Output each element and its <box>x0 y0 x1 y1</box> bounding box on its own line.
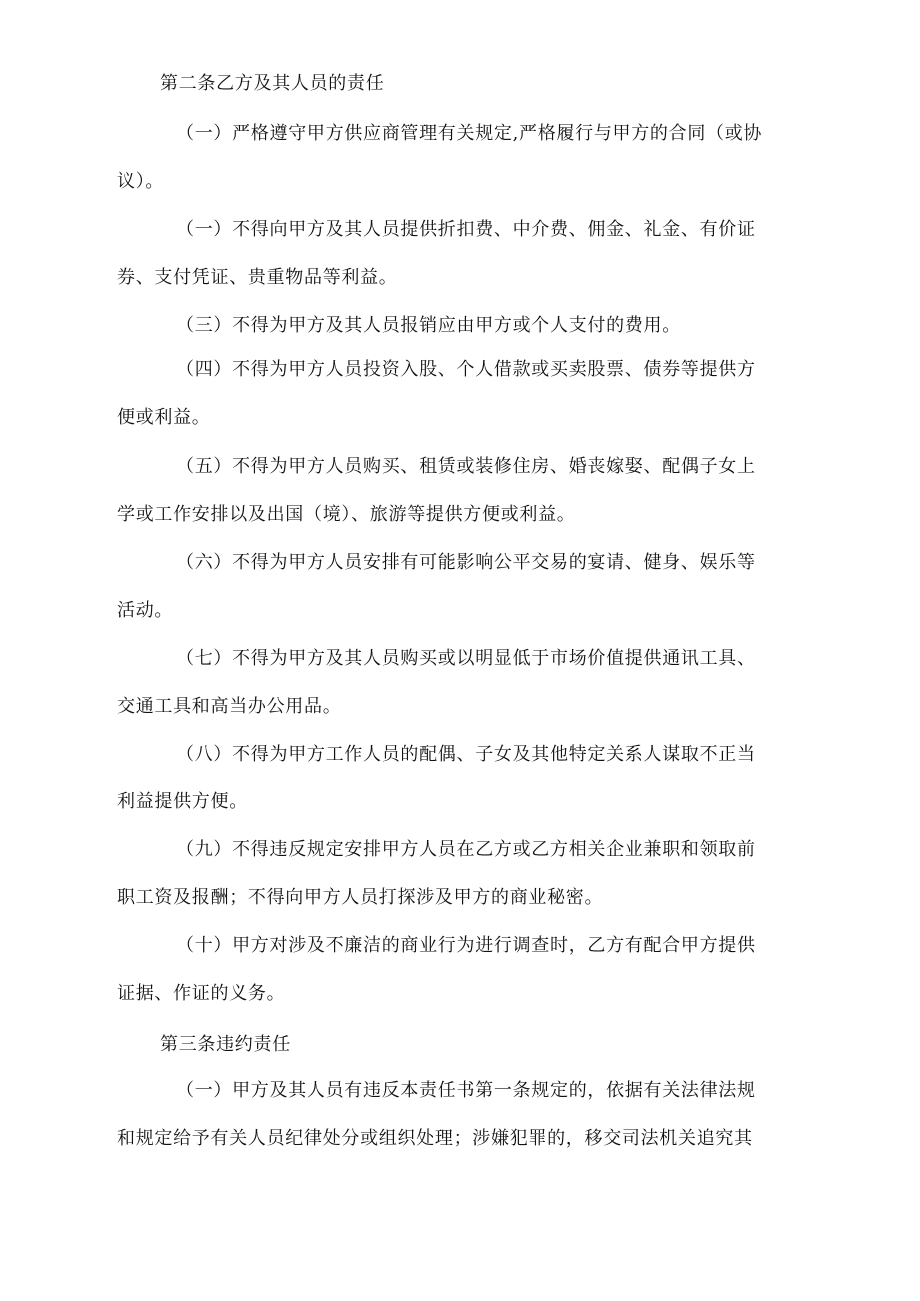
clause-2-7-line-2: 交通工具和高当办公用品。 <box>117 696 342 717</box>
clause-2-6-line-1: （六）不得为甲方人员安排有可能影响公平交易的宴请、健身、娱乐等 <box>176 552 756 573</box>
clause-2-4-line-1: （四）不得为甲方人员投资入股、个人借款或买卖股票、债券等提供方 <box>176 359 756 380</box>
clause-2-3-line-1: （三）不得为甲方及其人员报销应由甲方或个人支付的费用。 <box>176 315 681 336</box>
clause-2-8-line-2: 利益提供方便。 <box>117 791 248 812</box>
clause-2-5-line-1: （五）不得为甲方人员购买、租赁或装修住房、婚丧嫁娶、配偶子女上 <box>176 456 756 477</box>
clause-2-6-line-2: 活动。 <box>117 600 174 621</box>
clause-2-9-line-1: （九）不得违反规定安排甲方人员在乙方或乙方相关企业兼职和领取前 <box>176 839 756 860</box>
clause-2-4-line-2: 便或利益。 <box>117 407 211 428</box>
clause-2-2-line-1: （一）不得向甲方及其人员提供折扣费、中介费、佣金、礼金、有价证 <box>176 219 756 240</box>
clause-3-1-line-1: （一）甲方及其人员有违反本责任书第一条规定的，依据有关法律法规 <box>176 1080 756 1101</box>
clause-2-9-line-2: 职工资及报酬；不得向甲方人员打探涉及甲方的商业秘密。 <box>117 887 604 908</box>
clause-2-10-line-2: 证据、作证的义务。 <box>117 983 286 1004</box>
clause-2-1-line-2: 议）。 <box>117 171 165 192</box>
clause-2-10-line-1: （十）甲方对涉及不廉洁的商业行为进行调查时，乙方有配合甲方提供 <box>176 935 756 956</box>
clause-2-2-line-2: 券、支付凭证、贵重物品等利益。 <box>117 267 398 288</box>
section-2-heading: 第二条乙方及其人员的责任 <box>160 73 385 94</box>
clause-2-8-line-1: （八）不得为甲方工作人员的配偶、子女及其他特定关系人谋取不正当 <box>176 744 756 765</box>
clause-3-1-line-2: 和规定给予有关人员纪律处分或组织处理；涉嫌犯罪的，移交司法机关追究其 <box>117 1128 753 1149</box>
section-3-heading: 第三条违约责任 <box>160 1034 291 1055</box>
clause-2-5-line-2: 学或工作安排以及出国（境）、旅游等提供方便或利益。 <box>117 504 576 525</box>
clause-2-1-line-1: （一）严格遵守甲方供应商管理有关规定,严格履行与甲方的合同（或协 <box>176 123 763 144</box>
clause-2-7-line-1: （七）不得为甲方及其人员购买或以明显低于市场价值提供通讯工具、 <box>176 648 756 669</box>
